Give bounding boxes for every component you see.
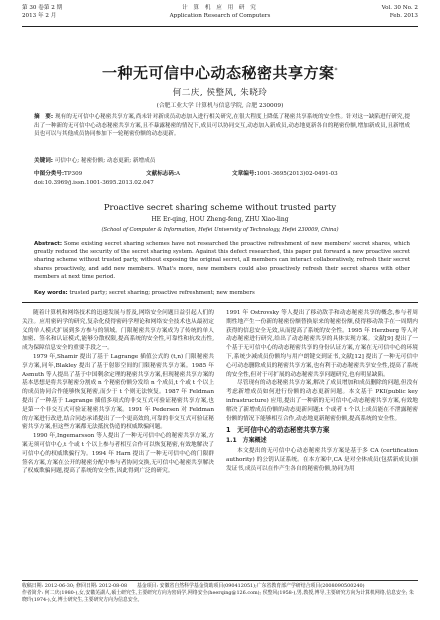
header-volume-issue-en: Vol. 30 No. 2 (381, 5, 418, 11)
doi-label: doi: (34, 179, 45, 186)
header-date-en: Feb. 2013 (389, 12, 418, 19)
abstract-en (34, 240, 410, 281)
header-volume-issue: 第 30 卷第 2 期 (22, 5, 63, 11)
paragraph: 随着计算机和网络技术的迅速发展与普及,网络安全问题日益引起人们的关注。应用密码学的研究,复杂化使得密码学理论和网络安全技术也从最初定义的单人模式扩展到多方参与的领域。门限秘密共享方案成为了传统的单人加密、签名和认证模式,能够分散权限,提高系统的安全性,可靠性和抗攻击性,成为保障信息安全的重要手段之一。 (22, 310, 214, 352)
keywords-text: 可信中心; 秘密份额; 动态更新; 新增成员 (54, 158, 156, 164)
clc-label: 中图分类号: (34, 171, 65, 177)
keywords-label: 关键词: (34, 158, 54, 164)
keywords-cn (34, 157, 410, 166)
journal-name-en: Application Research of Computers (169, 12, 271, 19)
title-footnote-mark: * (334, 67, 338, 74)
header-volume-en (382, 5, 418, 20)
author-list: 何二庆, 侯整风, 朱晓玲 (172, 88, 268, 98)
affiliation: (合肥工业大学 计算机与信息学院, 合肥 230009) (156, 103, 284, 109)
english-abstract-text: Some existing secret sharing schemes have not researched the proactive refreshment of new members' secret shares, which greatly reduced the security of the secret sharing system. Against this defect researched, this paper put forward a new proactive secret sharing scheme without trusted party, without exposing the original secret, all members can interact collaboratively, refresh their secret shares proactively, and add new members. What's more, new members could also proactively refresh their secret shares with other members at next time period. (34, 241, 410, 280)
journal-name-cn: 计 算 机 应 用 研 究 (182, 5, 258, 11)
english-abstract-label: Abstract: (34, 241, 63, 247)
running-header (22, 5, 418, 27)
paper-title-text: 一种无可信中心动态秘密共享方案 (101, 64, 335, 82)
doc-code-label: 文献标志码: (146, 171, 177, 177)
body-column-right (226, 309, 418, 473)
english-keywords-text: trusted party; secret sharing; proactive refreshment; new members (69, 290, 255, 296)
article-number-label: 文章编号: (232, 171, 257, 177)
abstract-text: 现有的无可信中心秘密共享方案,尚未针对新成员动态加入进行相关研究,在很大程度上降低了秘密共享系统的安全性。针对这一缺陷进行研究,提出了一种新的无可信中心动态秘密共享方案,且不暴露秘密的情况下,成员可以协同交互,动态加入新成员,动态地更新各自的秘密份额,增加新成员,且新增成员也可以与其他成员协同参加下一轮秘密份额的动态更新。 (34, 114, 410, 138)
paper-title (22, 62, 418, 83)
paragraph: 1991 年 Ostrovsky 等人提出了移动敌手和动态秘密共享的概念,参与者周期性地产生一份新的秘密份额替换原来的秘密份额,使得移动敌手在一周期内获得的信息安全无效,从而提高了系统的安全性。1995 年 Herzberg 等人对动态秘密进行研究,给出了动态秘密共享的具体实现方案。文献[9] 提出了一个基于无可信中心的动态秘密共享的身份认证方案,方案在无可信中心的环境下,系统少减成员份额均与用户朗键交到证书,文献[12] 提出了一种无可信中心可动态删除成员的秘密共享方案,也有利于动态秘密共享安全性,提高了系统的安全性,但对于可扩展的动态秘密共享问题研究,也有明显缺陷。 (226, 310, 418, 378)
paragraph: 尽管现有的动态秘密共享方案,解决了成员增加和成员删除的问题,但没有考虑新增成员如何进行份额的动态更新问题。本文基于 PKI(public key infrastructure) 应用,提出了一种新的无可信中心动态秘密共享方案,有效地解决了新增成员份额的动态更新问题;t 个或者 t 个以上成员能在不泄露秘密份额的情况下能够相互合作,动态地更新秘密份额,提高系统的安全性。 (226, 380, 418, 422)
footnote-author-bio: 作者简介: 何二庆(1980-),女,安徽芜湖人,硕士研究生,主要研究方向为密码学,网络安全(heerqing@126.com); 侯整风(1958-),男,教授,博导,主要研究方向为计算机网络,信息安全; 朱晓玲(1974-),女,博士研究生,主要研究方向为信息安全。 (22, 590, 414, 603)
header-date-cn: 2013 年 2 月 (22, 12, 57, 19)
english-affiliation: (School of Computer & Information, Hefei University of Technology, Hefei 230009, China) (101, 227, 339, 233)
keywords-en (34, 289, 410, 297)
paragraph: 1979 年,Shamir 提出了基于 Lagrange 插值公式的 (t,n) 门限秘密共享方案,同年,Blakley 提出了基于射影空间的门限秘密共享方案。1985 年 Asmuth 等人提出了基于中国剩余定理的秘密共享方案,但现秘密共享方案的基本思想是将共享秘密分割成 n 个秘密份额分发给 n 个成员,t 个或 t 个以上的成员协同合作能够恢复秘密,而少于 t 个则无法恢复。1987 年 Feldman 提出了一种基于 Lagrange 插值多项式的非交互式可验证秘密共享方案,也是第一个非交互式可验证秘密共享方案。1991 年 Pedersen 对 Feldman 的方案进行改进,结合同态承诺提出了一个更高效的,可靠的非交互式可验证秘密共享方案,但这些方案都无法抵抗伪造的权威欺骗问题。 (22, 353, 214, 431)
footnote-dates-funding: 收稿日期: 2012-06-30; 修回日期: 2012-08-08 基金项目: 安徽省自然科学基金资助项目(090412051);广东省教育部产学研结合项目(2008090500240) (22, 583, 365, 589)
header-journal (22, 5, 418, 20)
footnotes (22, 580, 418, 604)
abstract-label: 摘 要: (34, 114, 54, 120)
paragraph: 1990 年,Ingemarsson 等人提出了一种无可信中心的秘密共享方案,方案无须可信中心,t 个或 t 个以上参与者相互合作可以恢复秘密,有效地解决了可信中心的权威欺骗行为。1994 年 Harn 提出了一种无可信中心的门限群签名方案,方案在公开的秘密分配中参与者协同交换,无可信中心秘密共享解决了权威欺骗问题,提高了系统的安全性,因此得到广泛的研究。 (22, 433, 214, 475)
english-keywords-label: Key words: (34, 290, 68, 296)
subsection-heading: 1.1 方案概述 (226, 437, 267, 445)
clc-value: TP309 (64, 171, 83, 177)
section-divider (22, 302, 418, 303)
english-authors: HE Er-qing, HOU Zheng-feng, ZHU Xiao-ling (151, 216, 289, 223)
section-heading: 1 无可信中心的动态秘密共享方案 (226, 426, 330, 435)
paragraph: 本文提出的无可信中心动态秘密共享方案是基于多 CA (certification authority) 的公钥认证系统。在本方案中,CA 是对全体成员(包括新成员)颁发证书,成员可以在作产生各自的秘密份额,协同为用 (226, 447, 418, 472)
article-number-value: 1001-3695(2013)02-0491-03 (256, 171, 338, 177)
doc-code-value: A (176, 171, 181, 177)
article-metadata (34, 170, 410, 187)
body-column-left (22, 309, 214, 476)
abstract-cn (34, 113, 410, 139)
english-title: Proactive secret sharing scheme without trusted party (103, 202, 337, 212)
doi-value: 10.3969/j.issn.1001-3695.2013.02.047 (44, 179, 154, 186)
